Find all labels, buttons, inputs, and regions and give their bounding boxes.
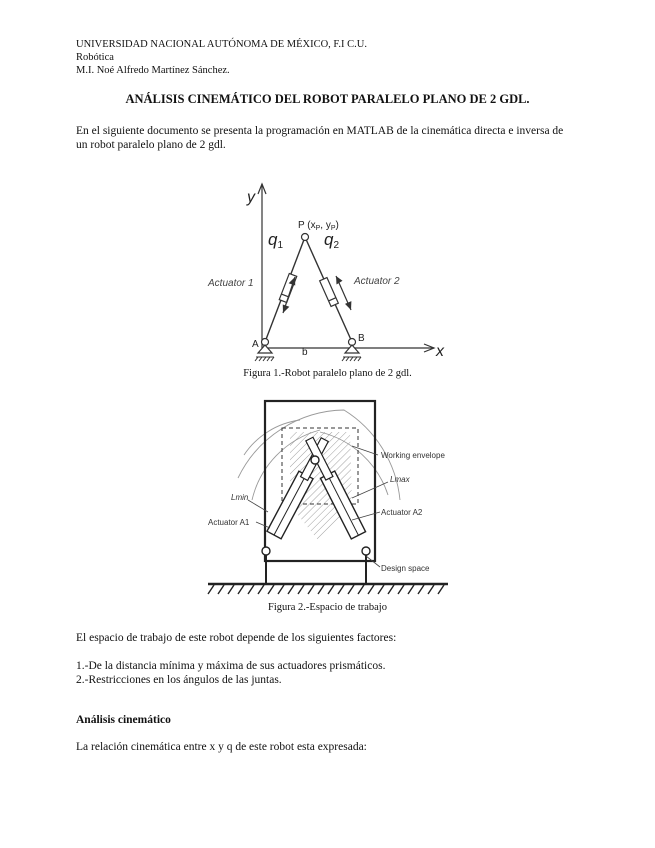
- q1-label: q1: [268, 230, 284, 251]
- lmax-label: Lmax: [390, 475, 410, 484]
- joint-a2-base: [362, 547, 370, 555]
- figure-1-caption: Figura 1.-Robot paralelo plano de 2 gdl.: [243, 368, 412, 379]
- point-b-label: B: [358, 333, 365, 344]
- document-title: ANÁLISIS CINEMÁTICO DEL ROBOT PARALELO PLANO DE 2 GDL.: [125, 92, 530, 106]
- actuator-a1-label: Actuator A1: [208, 518, 250, 527]
- intro-line-2: un robot paralelo plano de 2 gdl.: [76, 139, 226, 151]
- factor-item-1: 1.-De la distancia mínima y máxima de sus actuadores prismáticos.: [76, 660, 386, 672]
- point-p-label: P ($x_P$, $y_P$): [298, 220, 339, 232]
- section-heading: Análisis cinemático: [76, 714, 171, 726]
- lmin-label: Lmin: [231, 493, 249, 502]
- y-axis-label: y: [247, 189, 255, 206]
- design-space-label: Design space: [381, 564, 430, 573]
- working-envelope-label: Working envelope: [381, 451, 445, 460]
- factor-item-2: 2.-Restricciones en los ángulos de las juntas.: [76, 674, 282, 686]
- actuator-2-label: Actuator 2: [354, 276, 400, 287]
- actuator-a2-label: Actuator A2: [381, 508, 423, 517]
- figure-2-caption: Figura 2.-Espacio de trabajo: [268, 602, 387, 613]
- section-text: La relación cinemática entre x y q de este robot esta expresada:: [76, 741, 367, 753]
- header-professor: M.I. Noé Alfredo Martínez Sánchez.: [76, 65, 230, 76]
- joint-end-effector: [311, 456, 319, 464]
- base-b-label: b: [302, 347, 308, 358]
- ground-hatch: [208, 585, 444, 594]
- joint-a1-base: [262, 547, 270, 555]
- x-axis-label: x: [436, 343, 444, 360]
- header-university: UNIVERSIDAD NACIONAL AUTÓNOMA DE MÉXICO, F.I C.U.: [76, 39, 368, 50]
- intro-line-1: En el siguiente documento se presenta la programación en MATLAB de la cinemática directa e inversa de: [76, 125, 564, 137]
- point-a-label: A: [252, 339, 259, 350]
- factors-intro: El espacio de trabajo de este robot depende de los siguientes factores:: [76, 632, 397, 644]
- header-course: Robótica: [76, 52, 114, 63]
- q2-label: q2: [324, 230, 340, 251]
- actuator-1-label: Actuator 1: [208, 278, 254, 289]
